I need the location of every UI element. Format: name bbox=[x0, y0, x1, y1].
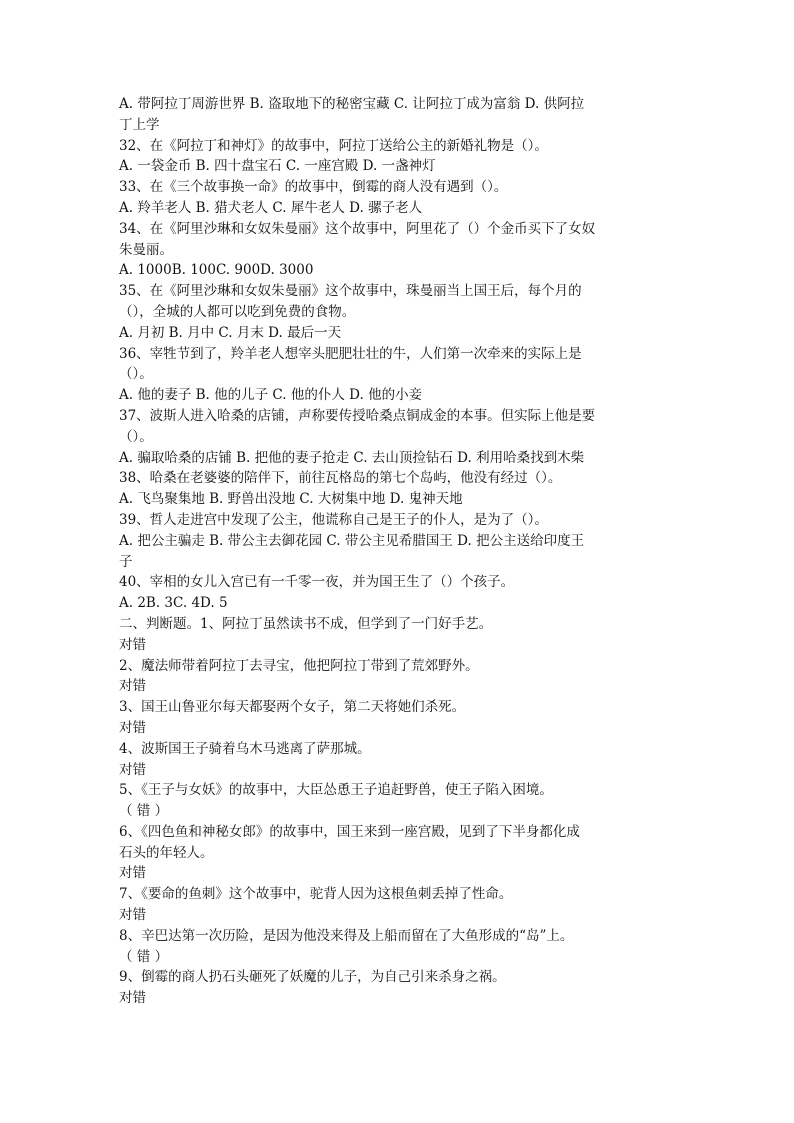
judgement-7: 7、《要命的鱼刺》这个故事中，驼背人因为这根鱼刺丢掉了性命。 bbox=[119, 886, 513, 903]
text-line: （），全城的人都可以吃到免费的食物。 bbox=[119, 303, 356, 320]
answer-choice: 对错 bbox=[119, 761, 146, 778]
options-39: A. 把公主骗走 B. 带公主去御花园 C. 带公主见希腊国王 D. 把公主送给印度王 bbox=[119, 532, 585, 549]
text-line: 子 bbox=[119, 553, 133, 570]
answer-choice: 对错 bbox=[119, 865, 146, 882]
options-34: A. 1000B. 100C. 900D. 3000 bbox=[119, 262, 314, 279]
options-33: A. 羚羊老人 B. 猎犬老人 C. 犀牛老人 D. 骡子老人 bbox=[119, 199, 423, 216]
judgement-8: 8、辛巴达第一次历险，是因为他没来得及上船而留在了大鱼形成的“岛”上。 bbox=[119, 927, 574, 944]
options-35: A. 月初 B. 月中 C. 月末 D. 最后一天 bbox=[119, 324, 342, 341]
question-35: 35、在《阿里沙琳和女奴朱曼丽》这个故事中，珠曼丽当上国王后，每个月的 bbox=[119, 283, 582, 300]
document-page bbox=[119, 94, 679, 1009]
question-40: 40、宰相的女儿入宫已有一千零一夜，并为国王生了（）个孩子。 bbox=[119, 574, 515, 591]
question-32: 32、在《阿拉丁和神灯》的故事中，阿拉丁送给公主的新婚礼物是（）。 bbox=[119, 137, 548, 154]
answer-choice: 对错 bbox=[119, 636, 146, 653]
answer-choice: 对错 bbox=[119, 678, 146, 695]
options-38: A. 飞鸟聚集地 B. 野兽出没地 C. 大树集中地 D. 鬼神天地 bbox=[119, 491, 463, 508]
options-40: A. 2B. 3C. 4D. 5 bbox=[119, 595, 228, 612]
judgement-2: 2、魔法师带着阿拉丁去寻宝，他把阿拉丁带到了荒郊野外。 bbox=[119, 657, 479, 674]
text-line: 丁上学 bbox=[119, 116, 160, 133]
text-line: （）。 bbox=[119, 428, 153, 445]
text-line: 朱曼丽。 bbox=[119, 241, 173, 258]
question-33: 33、在《三个故事换一命》的故事中，倒霉的商人没有遇到（）。 bbox=[119, 179, 508, 196]
options-36: A. 他的妻子 B. 他的儿子 C. 他的仆人 D. 他的小妾 bbox=[119, 387, 423, 404]
answer-choice: 对错 bbox=[119, 719, 146, 736]
text-line: 石头的年轻人。 bbox=[119, 844, 214, 861]
answer-choice: （ 错 ） bbox=[119, 948, 169, 965]
question-38: 38、哈桑在老婆婆的陪伴下，前往瓦格岛的第七个岛屿，他没有经过（）。 bbox=[119, 470, 562, 487]
section-heading-judgement: 二、判断题。1、阿拉丁虽然读书不成，但学到了一门好手艺。 bbox=[119, 615, 493, 632]
question-34: 34、在《阿里沙琳和女奴朱曼丽》这个故事中，阿里花了（）个金币买下了女奴 bbox=[119, 220, 596, 237]
text-line: A. 带阿拉丁周游世界 B. 盗取地下的秘密宝藏 C. 让阿拉丁成为富翁 D. 供阿拉 bbox=[119, 96, 585, 112]
judgement-3: 3、国王山鲁亚尔每天都娶两个女子，第二天将她们杀死。 bbox=[119, 699, 466, 716]
answer-choice: （ 错 ） bbox=[119, 803, 169, 820]
question-36: 36、宰牲节到了，羚羊老人想宰头肥肥壮壮的牛，人们第一次牵来的实际上是 bbox=[119, 345, 582, 362]
question-39: 39、哲人走进宫中发现了公主，他谎称自己是王子的仆人，是为了（）。 bbox=[119, 511, 548, 528]
options-32: A. 一袋金币 B. 四十盘宝石 C. 一座宫殿 D. 一盏神灯 bbox=[119, 158, 436, 175]
question-37: 37、波斯人进入哈桑的店铺，声称要传授哈桑点铜成金的本事。但实际上他是要 bbox=[119, 407, 596, 424]
judgement-6: 6、《四色鱼和神秘女郎》的故事中，国王来到一座宫殿，见到了下半身都化成 bbox=[119, 823, 580, 840]
judgement-4: 4、波斯国王子骑着乌木马逃离了萨那城。 bbox=[119, 740, 371, 757]
answer-choice: 对错 bbox=[119, 990, 146, 1007]
text-line: （）。 bbox=[119, 366, 153, 383]
options-37: A. 骗取哈桑的店铺 B. 把他的妻子抢走 C. 去山顶捡钻石 D. 利用哈桑找到木柴 bbox=[119, 449, 585, 466]
judgement-5: 5、《王子与女妖》的故事中，大臣怂恿王子追赶野兽，使王子陷入困境。 bbox=[119, 782, 553, 799]
judgement-9: 9、倒霉的商人扔石头砸死了妖魔的儿子，为自己引来杀身之祸。 bbox=[119, 969, 506, 986]
answer-choice: 对错 bbox=[119, 907, 146, 924]
